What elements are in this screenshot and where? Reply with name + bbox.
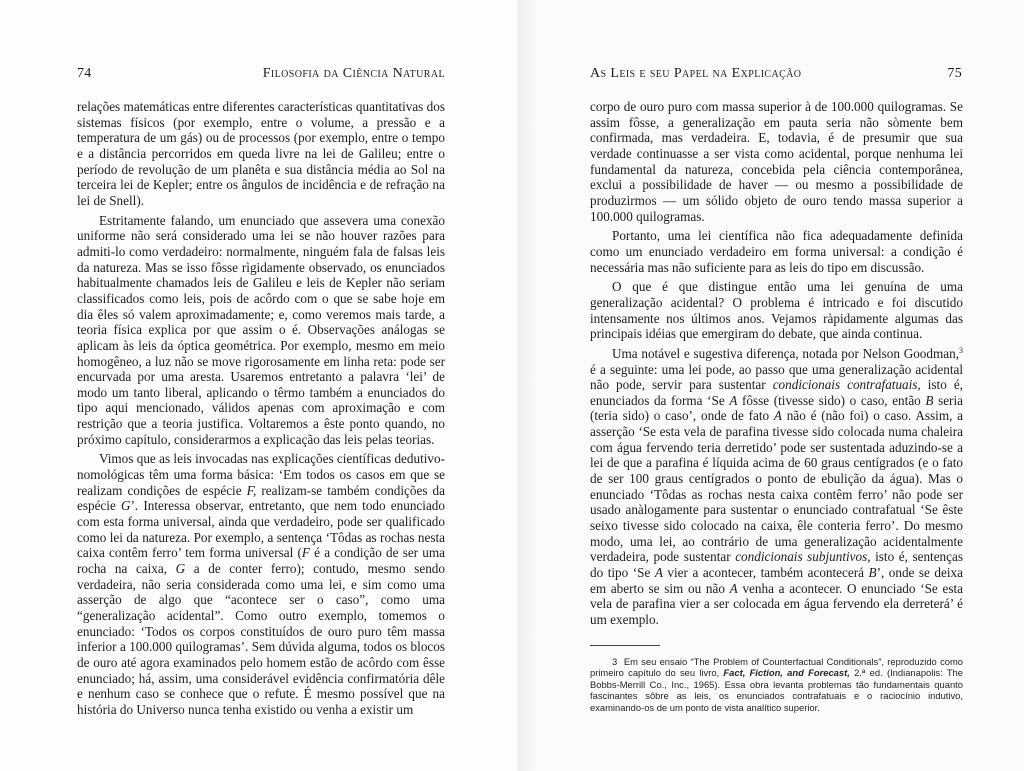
- text-run: venha a acontecer. O enunciado ‘Se esta vela de parafina vier a ser colocada em água fervendo ela derreterá’ é um exemplo.: [590, 580, 964, 627]
- italic-run: B: [925, 392, 934, 408]
- italic-run: A: [773, 408, 782, 424]
- italic-run: F,: [246, 482, 257, 498]
- paragraph: [77, 451, 445, 717]
- italic-run: G: [175, 561, 186, 577]
- right-page: [517, 0, 1024, 771]
- italic-run: G: [121, 498, 131, 514]
- text-run: isto é, sentenças do tipo ‘Se: [590, 549, 963, 581]
- footnote-ref: 3: [959, 345, 963, 355]
- footnote-text-after: 2.ª ed. (Indianapolis: The Bobbs-Merrill Co., Inc., 1965). Essa obra levanta problemas tão fundamentais quanto fascinantes sôbre as leis, os enunciados contrafatuais e o raciocínio indutivo, examinando-os de um ponto de vista analítico superior.: [590, 667, 963, 713]
- footnote: [590, 656, 963, 713]
- page-number: 74: [77, 66, 92, 81]
- text-run: Vimos que as leis invocadas nas explicações científicas dedutivo-nomológicas têm uma forma básica: ‘Em todos os casos em que se realizam condições de espécie: [77, 451, 445, 498]
- text-run: realizam-se também condições da espécie: [77, 482, 445, 514]
- text-run: isto é, enunciados da forma ‘Se: [590, 377, 963, 408]
- paragraph-continued: corpo de ouro puro com massa superior à de 100.000 quilogramas. Se assim fôsse, a generalização em pauta seria não sòmente bem confirmada, mas verdadeira. E, todavia, é de presumir que sua verdade continuasse a ser vista como acidental, porque nenhuma lei fundamental da natureza, concebida pela ciência contemporânea, exclui a possibilidade de haver — ou mesmo a possibilidade de produzirmos — um sólido objeto de ouro tendo massa superior a 100.000 quilogramas.: [590, 99, 963, 224]
- paragraph: Portanto, uma lei científica não fica adequadamente definida como um enunciado verdadeiro em forma universal: a condição é necessária mas não suficiente para as leis do tipo em discussão.: [590, 228, 963, 275]
- running-header: Filosofia da Ciência Natural: [262, 66, 445, 81]
- text-run: não é (não foi) o caso. Assim, a asserção ‘Se esta vela de parafina tivesse sido colocada numa chaleira com água fervendo teria derretido’ pode ser sustentada aduzindo-se a lei de que a parafina é líquida acima de 60 graus centígrados (e o fato de ser 100 graus centígrados o ponto de ebulição da água). Mas o enunciado ‘Tôdas as rochas nesta caixa contêm ferro’ não pode ser usado anàlogamente para sustentar o enunciado contrafatual ‘Se êste seixo tivesse sido colocado na caixa, êle conteria ferro’. Do mesmo modo, uma lei, ao contrário de uma generalização acidentalmente verdadeira, pode sustentar: [590, 408, 963, 565]
- footnote-book-title: Fact, Fiction, and Forecast,: [723, 667, 850, 679]
- page-number: 75: [947, 66, 962, 81]
- text-run: a de conter ferro); contudo, mesmo sendo verdadeira, não seria considerada como uma lei, e sim como uma asserção de algo que “acontece ser o caso”, como uma “generalização acidental”. Como outro exemplo, tomemos o enunciado: ‘Todos os corpos constituídos de ouro puro têm massa inferior a 100.000 quilogramas’. Sem dúvida alguma, todos os blocos de ouro até agora examinados pelo homem estão de acôrdo com êsse enunciado; há, assim, uma considerável evidência confirmatória dêle e nenhum caso se conhece que o refute. É mesmo possível que na história do Universo nunca tenha existido ou venha a existir um: [77, 561, 445, 717]
- italic-run: condicionais contrafatuais,: [772, 377, 921, 393]
- text-run: fôsse (tivesse sido) o caso, então: [737, 392, 926, 408]
- italic-run: F: [301, 545, 310, 561]
- footnote-text-before: Em seu ensaio “The Problem of Counterfactual Conditionals”, reproduzido como primeiro capítulo do seu livro,: [590, 656, 963, 679]
- text-run: Uma notável e sugestiva diferença, notada por Nelson Goodman,: [612, 345, 959, 361]
- italic-run: A: [729, 392, 738, 408]
- paragraph: [590, 346, 963, 628]
- text-run: vier a acontecer, também acontecerá: [662, 565, 869, 581]
- text-run: seria (teria sido) o caso’, onde de fato: [590, 392, 963, 424]
- italic-run: A: [654, 565, 663, 581]
- paragraph: O que é que distingue então uma lei genuína de uma generalização acidental? O problema é intricado e foi discutido intensamente nos últimos anos. Vejamos ràpidamente algumas das principais idéias que emergiram do debate, que ainda continua.: [590, 279, 963, 342]
- text-run: é a condição de ser uma rocha na caixa,: [77, 545, 445, 577]
- paragraph-continued: relações matemáticas entre diferentes características quantitativas dos sistemas físicos (por exemplo, entre o volume, a pressão e a temperatura de um gás) ou de processos (por exemplo, entre o tempo e a distância percorridos em queda livre na lei de Galileu; entre o período de revolução de um planêta e sua distância média ao Sol na terceira lei de Kepler; entre os ângulos de incidência e de refração na lei de Snell).: [77, 99, 445, 208]
- italic-run: A: [729, 580, 738, 596]
- footnote-divider: [590, 645, 660, 646]
- italic-run: B: [868, 565, 877, 581]
- paragraph: Estritamente falando, um enunciado que assevera uma conexão uniforme não será considerado uma lei se não houver razões para admiti-lo como verdadeiro: normalmente, ninguém fala de falsas leis da natureza. Mas se isso fôsse rìgidamente observado, os enunciados habitualmente chamados leis de Galileu e leis de Kepler não seriam classificados como leis, pois de acôrdo com o que se sabe hoje em dia êles só valem aproximadamente; e, como veremos mais tarde, a teoria física explica por que assim o é. Observações análogas se aplicam às leis da óptica geométrica. Por exemplo, mesmo em meio homogêneo, a luz não se move rigorosamente em linha reta: pode ser encurvada por uma aresta. Usaremos entretanto a palavra ‘lei’ de modo um tanto liberal, aplicando o têrmo também a enunciados do tipo aqui mencionado, válidos apenas com aproximação e com restrição que a teoria justifica. Voltaremos a êste ponto quando, no próximo capítulo, considerarmos a explicação das leis pelas teorias.: [77, 212, 445, 447]
- right-page-body: [590, 99, 963, 628]
- left-page-body: [77, 99, 445, 718]
- text-run: ’, onde se deixa em aberto se sim ou não: [590, 565, 963, 596]
- text-run: é a seguinte: uma lei pode, ao passo que uma generalização acidental não pode, servir para sustentar: [590, 361, 963, 393]
- gutter-shadow: [519, 0, 537, 771]
- text-run: ’. Interessa observar, entretanto, que nem todo enunciado com esta forma universal, ainda que verdadeiro, pode ser qualificado como lei da natureza. Por exemplo, a sentença ‘Tôdas as rochas nesta caixa contêm ferro’ tem forma universal (: [77, 498, 445, 561]
- left-page-header: [77, 66, 445, 84]
- italic-run: condicionais subjuntivos,: [735, 549, 871, 565]
- running-header: As Leis e seu Papel na Explicação: [590, 66, 802, 81]
- footnote-number: 3: [612, 656, 618, 667]
- right-page-header: [590, 66, 962, 84]
